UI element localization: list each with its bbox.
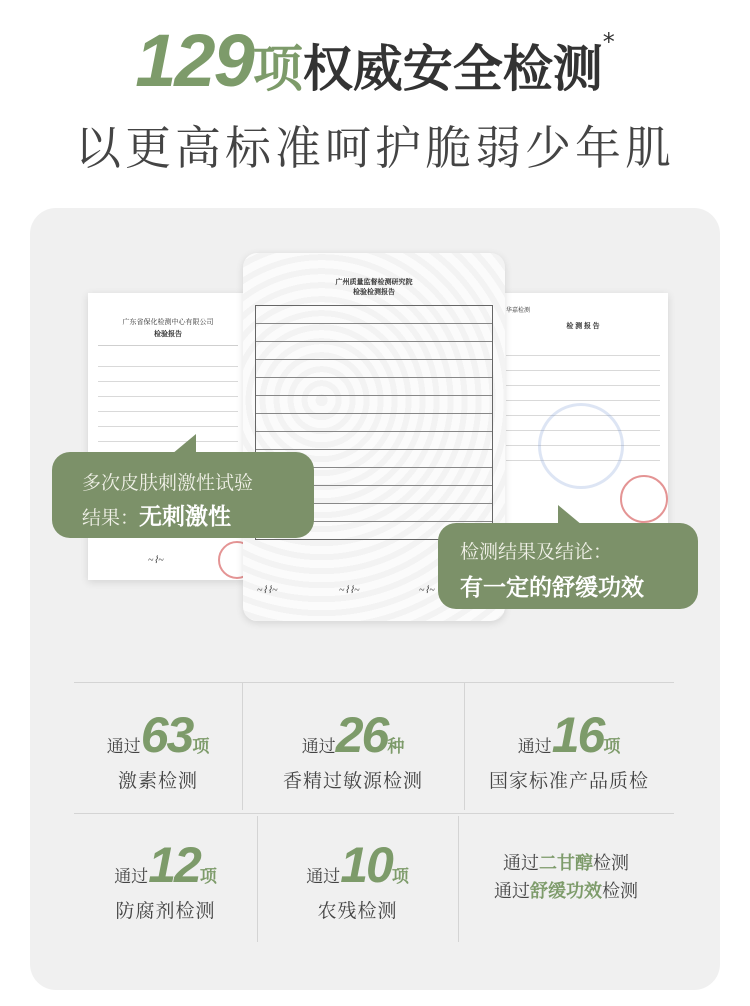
headline-asterisk: * <box>602 28 615 56</box>
table-row <box>256 306 492 324</box>
stat-hormone <box>74 706 242 793</box>
divider <box>98 345 238 346</box>
stat-prefix: 通过 <box>306 867 341 887</box>
divider <box>74 682 674 683</box>
table-row <box>256 396 492 414</box>
callout-tail <box>558 505 582 525</box>
stat-unit: 种 <box>387 737 405 757</box>
table-row <box>256 378 492 396</box>
signature-scribble: ~⌇~ <box>419 585 435 596</box>
table-row <box>98 367 238 382</box>
signature-scribble: ~⌇~ <box>148 555 164 566</box>
headline <box>0 18 750 103</box>
table-row <box>98 382 238 397</box>
stat-label: 农残检测 <box>317 900 398 922</box>
extra-prefix: 通过 <box>494 881 530 902</box>
callout-left-line1: 多次皮肤刺激性试验 <box>82 472 254 494</box>
stat-label: 激素检测 <box>117 770 198 792</box>
extra-line-soothing <box>458 878 674 906</box>
stat-number: 16 <box>551 707 604 763</box>
stat-number: 12 <box>148 837 200 893</box>
stat-prefix: 通过 <box>106 737 141 757</box>
stat-unit: 项 <box>199 867 217 887</box>
table-row <box>256 432 492 450</box>
callout-irritation-test <box>52 452 314 538</box>
headline-count-unit: 项 <box>252 40 303 98</box>
callout-tail <box>172 434 196 454</box>
table-row <box>256 360 492 378</box>
stat-fragrance-allergen <box>242 706 464 793</box>
divider <box>74 813 674 814</box>
extra-highlight: 二甘醇 <box>539 853 593 874</box>
table-row <box>98 412 238 427</box>
signature-scribble: ~⌇⌇~ <box>257 585 278 596</box>
stat-extra-tests <box>458 850 674 906</box>
callout-left-line2 <box>82 498 231 531</box>
stat-number: 63 <box>140 707 193 763</box>
stat-prefix: 通过 <box>517 737 552 757</box>
signature-scribble: ~⌇⌇~ <box>339 585 360 596</box>
headline-text: 权威安全检测 <box>302 40 603 98</box>
table-row <box>256 324 492 342</box>
stat-number: 26 <box>335 707 388 763</box>
stat-prefix: 通过 <box>301 737 336 757</box>
callout-right-line2: 有一定的舒缓功效 <box>460 575 644 601</box>
table-row <box>506 356 660 371</box>
report-right-brand: 华嘉检测 <box>506 308 531 314</box>
stats-grid <box>74 682 674 944</box>
stat-unit: 项 <box>391 867 409 887</box>
table-row <box>506 341 660 356</box>
extra-suffix: 检测 <box>602 881 638 902</box>
table-row <box>506 371 660 386</box>
stat-prefix: 通过 <box>114 867 149 887</box>
report-middle-subtitle: 检验检测报告 <box>353 288 395 296</box>
callout-left-highlight: 无刺激性 <box>139 504 232 530</box>
red-seal-stamp <box>620 475 668 523</box>
stat-preservative <box>74 836 257 923</box>
report-middle-title: 广州质量监督检测研究院 <box>335 278 413 286</box>
extra-suffix: 检测 <box>593 853 629 874</box>
watermark-seal <box>538 403 624 489</box>
subheadline: 以更高标准呵护脆弱少年肌 <box>75 121 675 175</box>
table-row <box>506 386 660 401</box>
table-row <box>98 427 238 442</box>
stat-label: 国家标准产品质检 <box>488 770 649 792</box>
hero-header <box>0 0 750 200</box>
extra-highlight: 舒缓功效 <box>530 881 602 902</box>
table-row <box>98 397 238 412</box>
report-right-title: 检 测 报 告 <box>566 322 600 330</box>
report-left-title: 广东省保化检测中心有限公司 <box>122 318 214 326</box>
table-row <box>256 414 492 432</box>
stat-pesticide <box>257 836 458 923</box>
stat-unit: 项 <box>192 737 210 757</box>
stat-unit: 项 <box>603 737 621 757</box>
stat-national-standard <box>464 706 674 793</box>
extra-prefix: 通过 <box>503 853 539 874</box>
table-row <box>98 352 238 367</box>
extra-line-diethylene-glycol <box>458 850 674 878</box>
headline-count: 129 <box>135 19 253 102</box>
stat-number: 10 <box>340 837 392 893</box>
stat-label: 香精过敏源检测 <box>282 770 423 792</box>
stat-label: 防腐剂检测 <box>115 900 216 922</box>
report-left-subtitle: 检验报告 <box>154 330 182 338</box>
callout-left-prefix: 结果： <box>82 507 140 529</box>
callout-soothing-result <box>438 523 698 609</box>
table-row <box>256 342 492 360</box>
callout-right-line1: 检测结果及结论： <box>460 541 613 563</box>
